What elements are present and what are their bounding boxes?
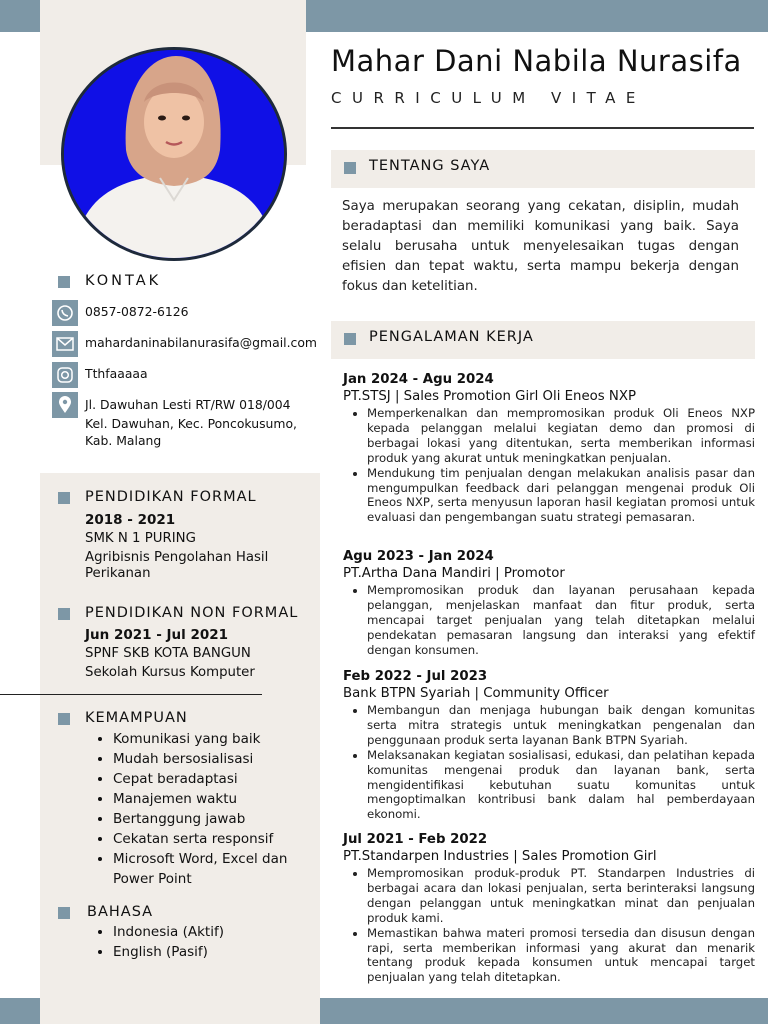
job-entry	[343, 831, 755, 985]
job-bullet: • Memastikan bahwa materi promosi tersedia dan disusun dengan rapi, serta memberikan informasi yang akurat dan menarik tentang produk kepada konsumen untuk mencapai target penjualan yang telah ditetapkan.	[367, 926, 755, 986]
skill-item: • Komunikasi yang baik	[113, 729, 313, 749]
formal-education-heading: PENDIDIKAN FORMAL	[85, 489, 257, 505]
contact-heading: KONTAK	[85, 273, 162, 289]
formal-education-date: 2018 - 2021	[85, 512, 176, 528]
skill-item: • Microsoft Word, Excel dan Power Point	[113, 849, 313, 889]
formal-education-major: Perikanan	[85, 566, 151, 581]
contact-address-line: Kel. Dawuhan, Kec. Poncokusumo,	[85, 416, 297, 431]
job-bullet: • Memperkenalkan dan mempromosikan produk Oli Eneos NXP kepada pelanggan melalui kegiatan demo dan promosi di berbagai lokasi yang ditentukan, serta memberikan informasi produk yang akurat untuk meningkatkan penjualan.	[367, 406, 755, 466]
languages-list	[85, 922, 313, 962]
contact-instagram[interactable]: Tthfaaaaa	[85, 366, 148, 381]
language-item: • English (Pasif)	[113, 942, 313, 962]
section-marker-icon	[344, 333, 356, 345]
job-title: PT.Artha Dana Mandiri | Promotor	[343, 566, 565, 581]
skill-item: • Bertanggung jawab	[113, 809, 313, 829]
job-entry	[343, 668, 755, 822]
instagram-icon	[52, 362, 78, 388]
section-marker-icon	[58, 907, 70, 919]
formal-education-school: SMK N 1 PURING	[85, 531, 196, 546]
document-subtitle: CURRICULUM VITAE	[331, 89, 646, 107]
skill-item: • Cekatan serta responsif	[113, 829, 313, 849]
about-section-header	[331, 150, 755, 188]
job-bullet: • Membangun dan menjaga hubungan baik dengan komunitas serta mitra strategis untuk meningkatkan pengenalan dan penggunaan produk serta layanan Bank BTPN Syariah.	[367, 703, 755, 748]
language-item: • Indonesia (Aktif)	[113, 922, 313, 942]
nonformal-education-heading: PENDIDIKAN NON FORMAL	[85, 605, 299, 621]
section-marker-icon	[58, 492, 70, 504]
contact-address-line: Jl. Dawuhan Lesti RT/RW 018/004	[85, 397, 291, 412]
name-divider	[331, 127, 754, 129]
job-date: Feb 2022 - Jul 2023	[343, 669, 488, 684]
job-entry	[343, 548, 755, 658]
job-title: PT.Standarpen Industries | Sales Promotion Girl	[343, 849, 657, 864]
skill-item: • Mudah bersosialisasi	[113, 749, 313, 769]
job-title: PT.STSJ | Sales Promotion Girl Oli Eneos NXP	[343, 389, 636, 404]
about-heading: TENTANG SAYA	[369, 158, 491, 174]
skill-item: • Cepat beradaptasi	[113, 769, 313, 789]
job-bullet: • Mempromosikan produk dan layanan perusahaan kepada pelanggan, menjelaskan manfaat dan fitur produk, serta mencapai target penjualan yang telah ditetapkan melalui pendekatan pemasaran langsung dan interaksi yang efektif dengan konsumen.	[367, 583, 755, 658]
nonformal-education-course: Sekolah Kursus Komputer	[85, 665, 255, 680]
mail-icon	[52, 331, 78, 357]
job-bullet: • Mendukung tim penjualan dengan melakukan analisis pasar dan mengumpulkan feedback dari pelanggan mengenai produk Oli Eneos NXP, serta menyusun laporan hasil kegiatan promosi untuk evaluasi dan pengembangan suatu strategi pemasaran.	[367, 466, 755, 526]
skills-list	[85, 729, 313, 889]
contact-email[interactable]: mahardaninabilanurasifa@gmail.com	[85, 335, 317, 350]
skill-item: • Manajemen waktu	[113, 789, 313, 809]
job-date: Jul 2021 - Feb 2022	[343, 832, 488, 847]
section-marker-icon	[58, 713, 70, 725]
job-entry	[343, 371, 755, 525]
candidate-name: Mahar Dani Nabila Nurasifa	[331, 44, 742, 78]
section-marker-icon	[58, 276, 70, 288]
job-title: Bank BTPN Syariah | Community Officer	[343, 686, 609, 701]
nonformal-education-date: Jun 2021 - Jul 2021	[85, 627, 229, 643]
whatsapp-icon	[52, 300, 78, 326]
location-icon	[52, 392, 78, 418]
skills-heading: KEMAMPUAN	[85, 710, 188, 726]
experience-section-header	[331, 321, 755, 359]
section-marker-icon	[58, 608, 70, 620]
languages-heading: BAHASA	[87, 904, 154, 920]
experience-heading: PENGALAMAN KERJA	[369, 329, 534, 345]
contact-address-line: Kab. Malang	[85, 433, 162, 448]
left-divider	[0, 694, 262, 695]
profile-photo	[61, 47, 287, 261]
section-marker-icon	[344, 162, 356, 174]
formal-education-major: Agribisnis Pengolahan Hasil	[85, 550, 269, 565]
job-bullet: • Mempromosikan produk-produk PT. Standarpen Industries di berbagai acara dan lokasi penjualan, serta berinteraksi langsung dengan pelanggan untuk meningkatkan minat dan penjualan produk kami.	[367, 866, 755, 926]
job-date: Agu 2023 - Jan 2024	[343, 549, 494, 564]
nonformal-education-school: SPNF SKB KOTA BANGUN	[85, 646, 251, 661]
contact-phone[interactable]: 0857-0872-6126	[85, 304, 189, 319]
about-text: Saya merupakan seorang yang cekatan, disiplin, mudah beradaptasi dan memiliki komunikasi yang baik. Saya selalu berusaha untuk menyelesaikan tugas dengan efisien dan tepat waktu, serta mampu bekerja dengan fokus dan ketelitian.	[342, 199, 739, 294]
job-date: Jan 2024 - Agu 2024	[343, 372, 494, 387]
job-bullet: • Melaksanakan kegiatan sosialisasi, edukasi, dan pelatihan kepada komunitas mengenai produk dan layanan bank, serta mengidentifikasi kebutuhan suatu komunitas untuk mengoptimalkan kontribusi bank dalam hal pemberdayaan ekonomi.	[367, 748, 755, 823]
